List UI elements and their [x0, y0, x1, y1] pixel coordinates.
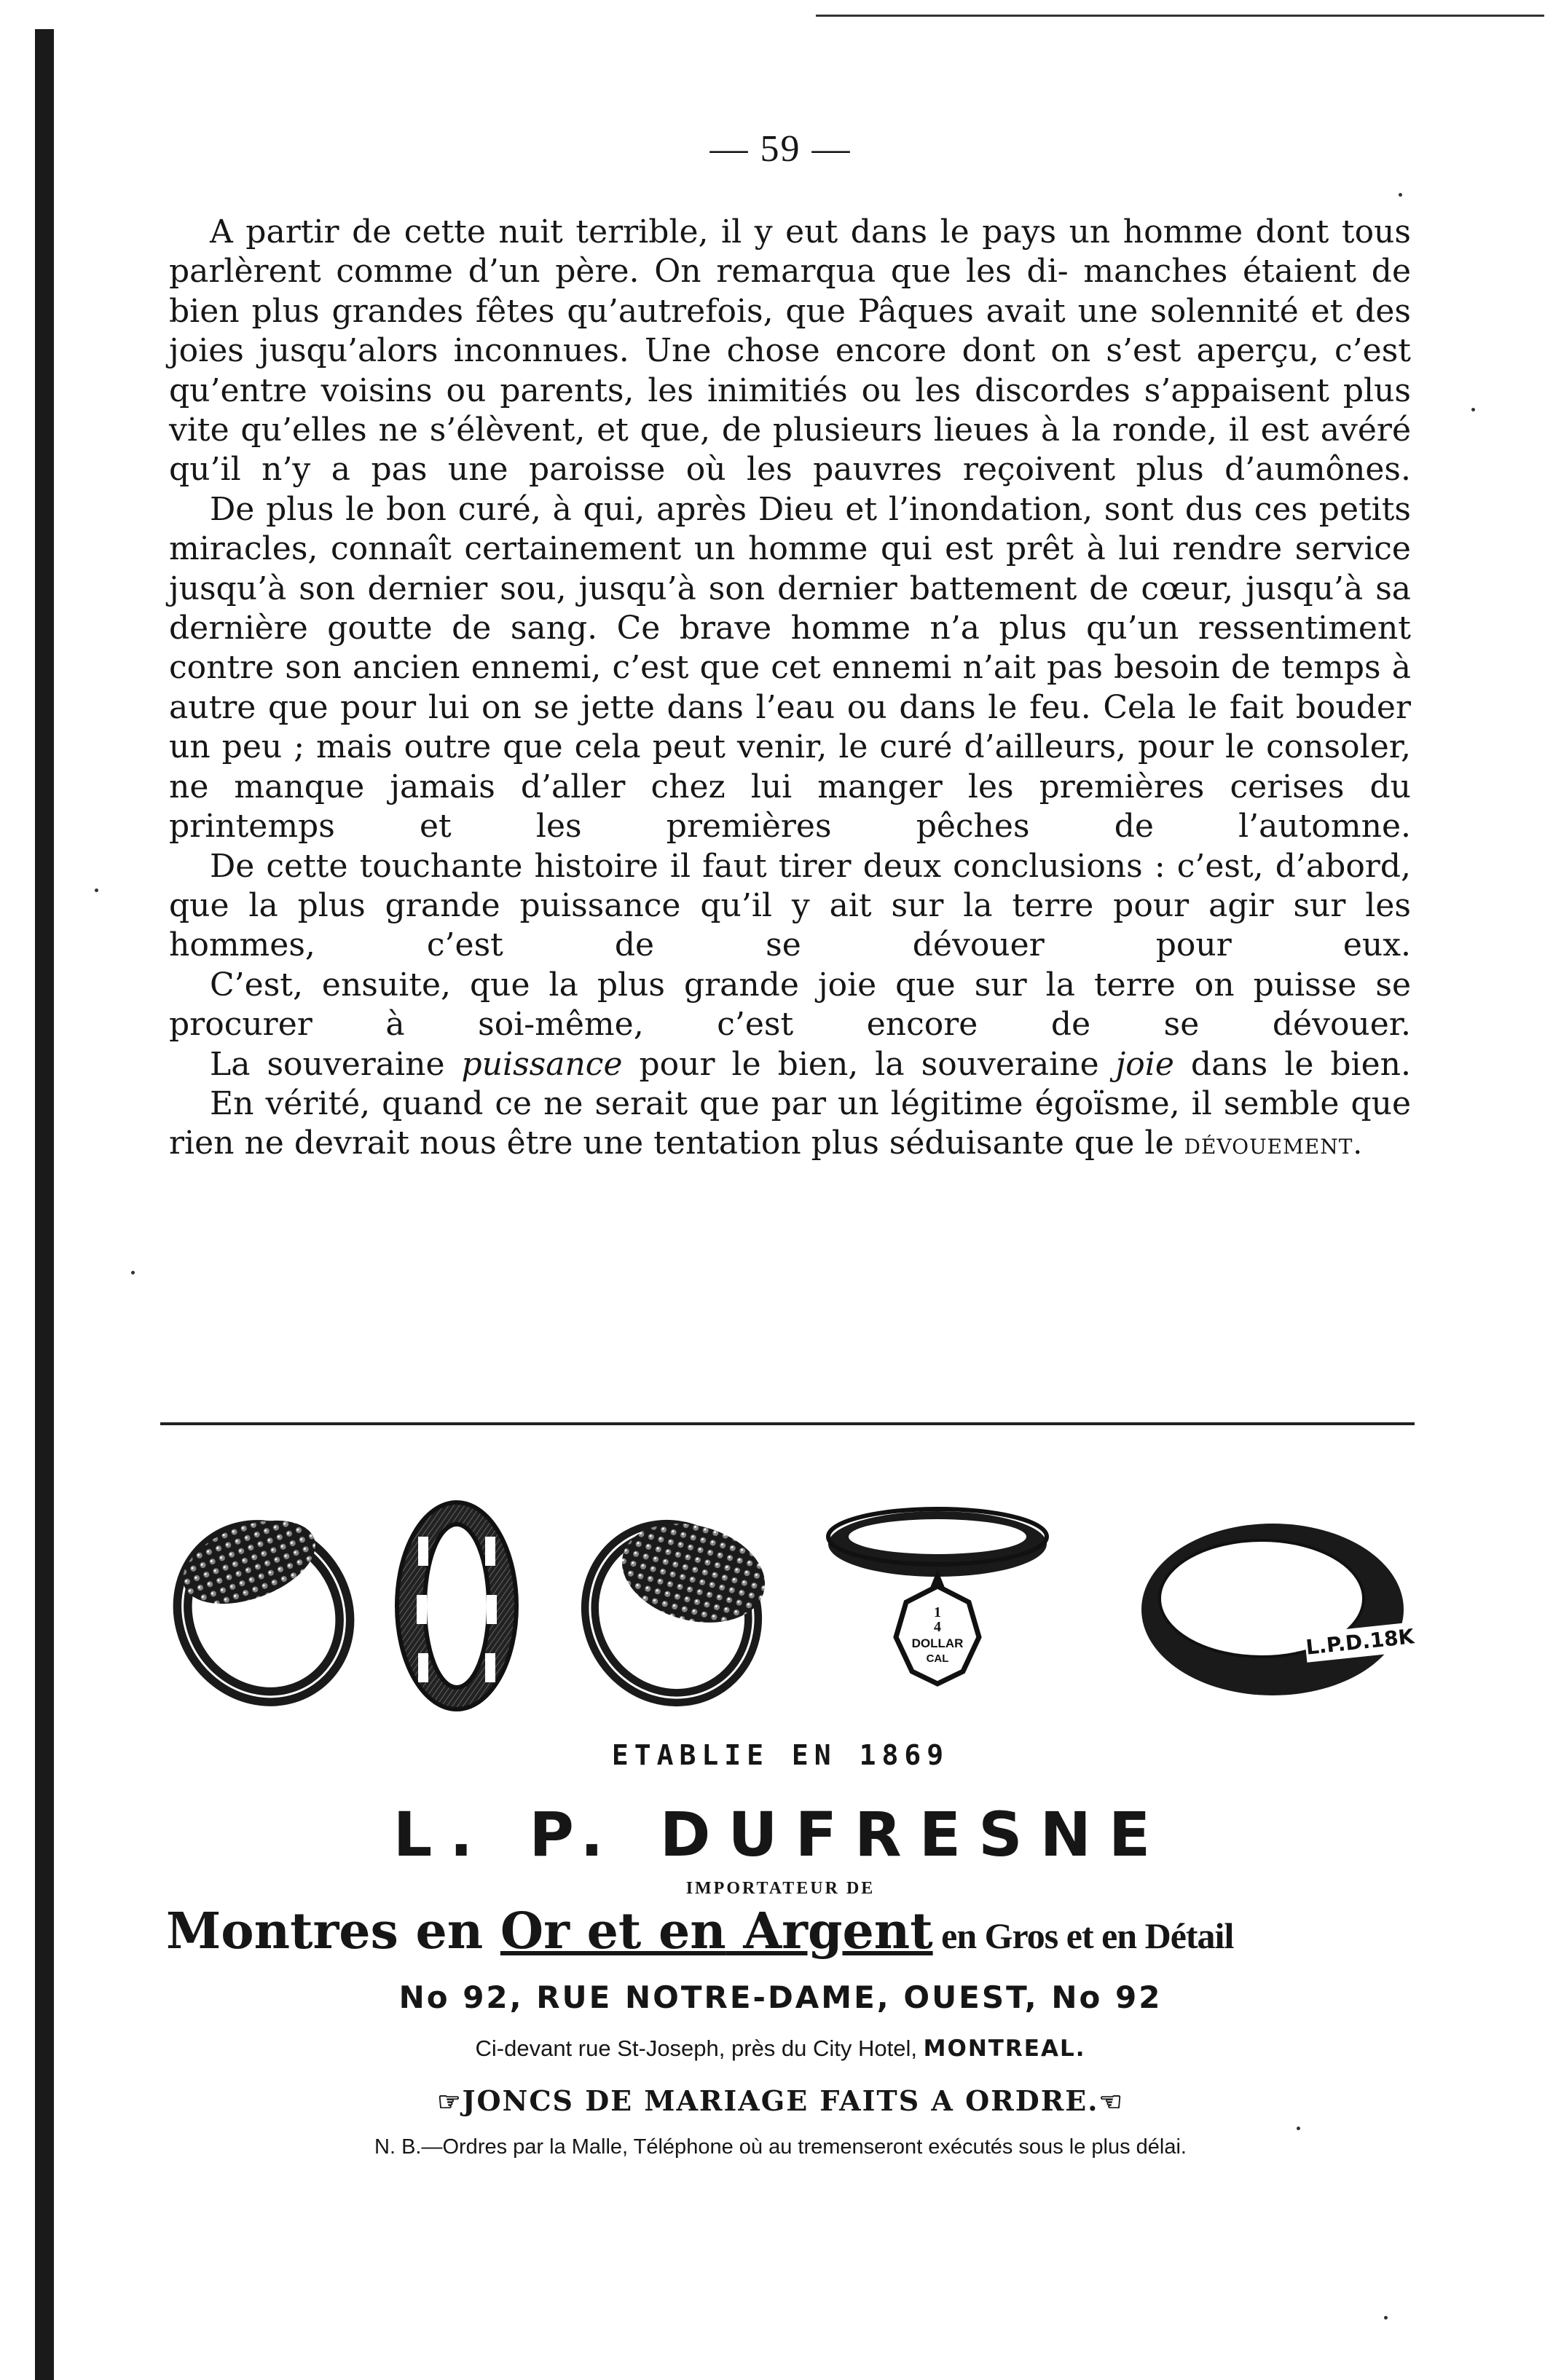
text-line: dont tous parlèrent comme d’un père. On remarqua que les di- — [169, 213, 1411, 291]
text-line: avait une solennité et des joies jusqu’alors inconnues. Une — [169, 292, 1411, 370]
text-fragment: que le — [1074, 1124, 1184, 1162]
text-fragment: La souveraine — [210, 1045, 462, 1083]
ad-importer-label: IMPORTATEUR DE — [685, 1879, 876, 1898]
text-line: bien. — [1330, 1045, 1411, 1083]
ad-merchant-name: L. P. DUFRESNE — [393, 1799, 1168, 1870]
ink-speck — [95, 888, 98, 892]
ad-product-suffix: en Gros et en Détail — [932, 1915, 1234, 1956]
tag-engraving: DOLLAR — [911, 1636, 964, 1650]
pointing-hand-left-icon: ☜ — [1098, 2087, 1124, 2117]
ad-location-city: MONTREAL. — [923, 2036, 1086, 2062]
ad-product-argent: Argent — [726, 1902, 933, 1961]
text-line: battement de cœur, jusqu’à sa dernière goutte de sang. Ce brave — [169, 570, 1412, 647]
text-line: ces petits miracles, connaît certainement un homme qui est prêt à — [169, 490, 1411, 568]
ring-tall-band — [397, 1502, 516, 1709]
ink-speck — [1471, 408, 1475, 411]
text-line: consoler, ne manque jamais d’aller chez lui manger les premières — [169, 728, 1411, 805]
text-line: De cette touchante histoire il faut tirer deux conclusions : c’est, — [210, 847, 1264, 885]
ad-product-pre: Montres en — [166, 1902, 500, 1961]
ink-speck — [131, 1271, 135, 1274]
text-line: parents, les inimitiés ou les discordes s’appaisent plus vite qu’elles — [169, 371, 1411, 449]
text-line: peu ; mais outre que cela peut venir, le curé d’ailleurs, pour le — [221, 728, 1255, 766]
text-line: ne s’élèvent, et que, de plusieurs lieues à la ronde, il est avéré qu’il — [169, 411, 1411, 489]
text-fragment: dans le — [1173, 1045, 1314, 1083]
text-line: manches étaient de bien plus grandes fêtes qu’autrefois, que Pâques — [169, 253, 1412, 330]
ring-cluster-2 — [559, 1499, 785, 1711]
paragraph — [169, 490, 1411, 847]
text-line: se procurer à soi-même, c’est encore de se dévouer. — [169, 966, 1411, 1044]
paragraph — [169, 847, 1411, 966]
ad-product-line — [166, 1902, 1419, 1961]
paragraph — [169, 1084, 1411, 1165]
tag-engraving: 4 — [934, 1619, 941, 1635]
text-line: C’est, ensuite, que la plus grande joie que sur la terre on puisse — [210, 966, 1357, 1004]
text-line: semble que rien ne devrait nous être une tentation plus séduisante — [169, 1084, 1411, 1162]
page-number: — 59 — — [709, 128, 852, 170]
body-text — [169, 213, 1411, 1165]
ad-location — [0, 2036, 1561, 2062]
text-line: n’y a pas une paroisse où les pauvres reçoivent plus d’aumônes. — [262, 451, 1411, 489]
text-line: A partir de cette nuit terrible, il y eut dans le pays un homme — [210, 213, 1243, 251]
ad-rings-text: JONCS DE MARIAGE FAITS A ORDRE. — [462, 2084, 1099, 2117]
small-caps-word: dévouement. — [1184, 1127, 1364, 1162]
ad-established: ETABLIE EN 1869 — [611, 1739, 950, 1771]
ink-speck — [1399, 193, 1402, 197]
ad-product-or: Or et en — [500, 1902, 726, 1961]
ring-cluster-1 — [169, 1497, 377, 1711]
text-line: cerises du printemps et les premières pêches de l’automne. — [169, 768, 1411, 846]
ink-speck — [1384, 2316, 1388, 2320]
text-line: En vérité, quand ce ne serait que par un légitime égoïsme, il — [210, 1084, 1212, 1122]
paragraph — [169, 966, 1411, 1045]
ink-speck — [1297, 2127, 1300, 2130]
italic-word: joie — [1115, 1045, 1174, 1083]
text-line: homme n’a plus qu’un ressentiment contre son ancien ennemi, — [169, 610, 1411, 687]
paragraph — [169, 213, 1411, 490]
top-rule — [816, 15, 1544, 17]
rings-illustration — [169, 1493, 1422, 1711]
pointing-hand-right-icon: ☞ — [437, 2087, 463, 2117]
text-fragment: pour le bien, la souveraine — [622, 1045, 1116, 1083]
book-spine-edge — [35, 29, 54, 2380]
ad-wedding-rings — [0, 2084, 1561, 2117]
ad-address: No 92, RUE NOTRE-DAME, OUEST, No 92 — [398, 1979, 1163, 2015]
ring-band-with-tag — [828, 1509, 1047, 1684]
tag-engraving: CAL — [926, 1652, 949, 1665]
ad-note: N. B.—Ordres par la Malle, Téléphone où au tremenseront exécutés sous le plus délai. — [374, 2135, 1187, 2159]
italic-word: puissance — [461, 1045, 623, 1083]
paragraph — [169, 1045, 1411, 1084]
text-line: agir sur les hommes, c’est de se dévouer pour eux. — [169, 886, 1411, 964]
text-line: c’est que cet ennemi n’ait pas besoin de temps à autre que pour — [169, 649, 1411, 726]
text-line: d’abord, que la plus grande puissance qu’il y ait sur la terre pour — [169, 847, 1411, 924]
text-line: lui rendre service jusqu’à son dernier sou, jusqu’à son dernier — [169, 530, 1411, 607]
ad-location-text: Ci-devant rue St-Joseph, près du City Hotel, — [475, 2036, 924, 2061]
band-engraving: DR.18K — [901, 1528, 974, 1548]
tag-engraving: 1 — [934, 1604, 941, 1620]
text-line: chose encore dont on s’est aperçu, c’est qu’entre voisins ou — [169, 332, 1411, 409]
band-engraving: L.P.D.18K — [1305, 1624, 1415, 1660]
section-divider — [160, 1422, 1415, 1425]
text-line: De plus le bon curé, à qui, après Dieu et l’inondation, sont dus — [210, 490, 1243, 528]
ring-wide-band — [1141, 1524, 1416, 1695]
text-line: lui on se jette dans l’eau ou dans le feu. Cela le fait bouder un — [169, 688, 1411, 766]
